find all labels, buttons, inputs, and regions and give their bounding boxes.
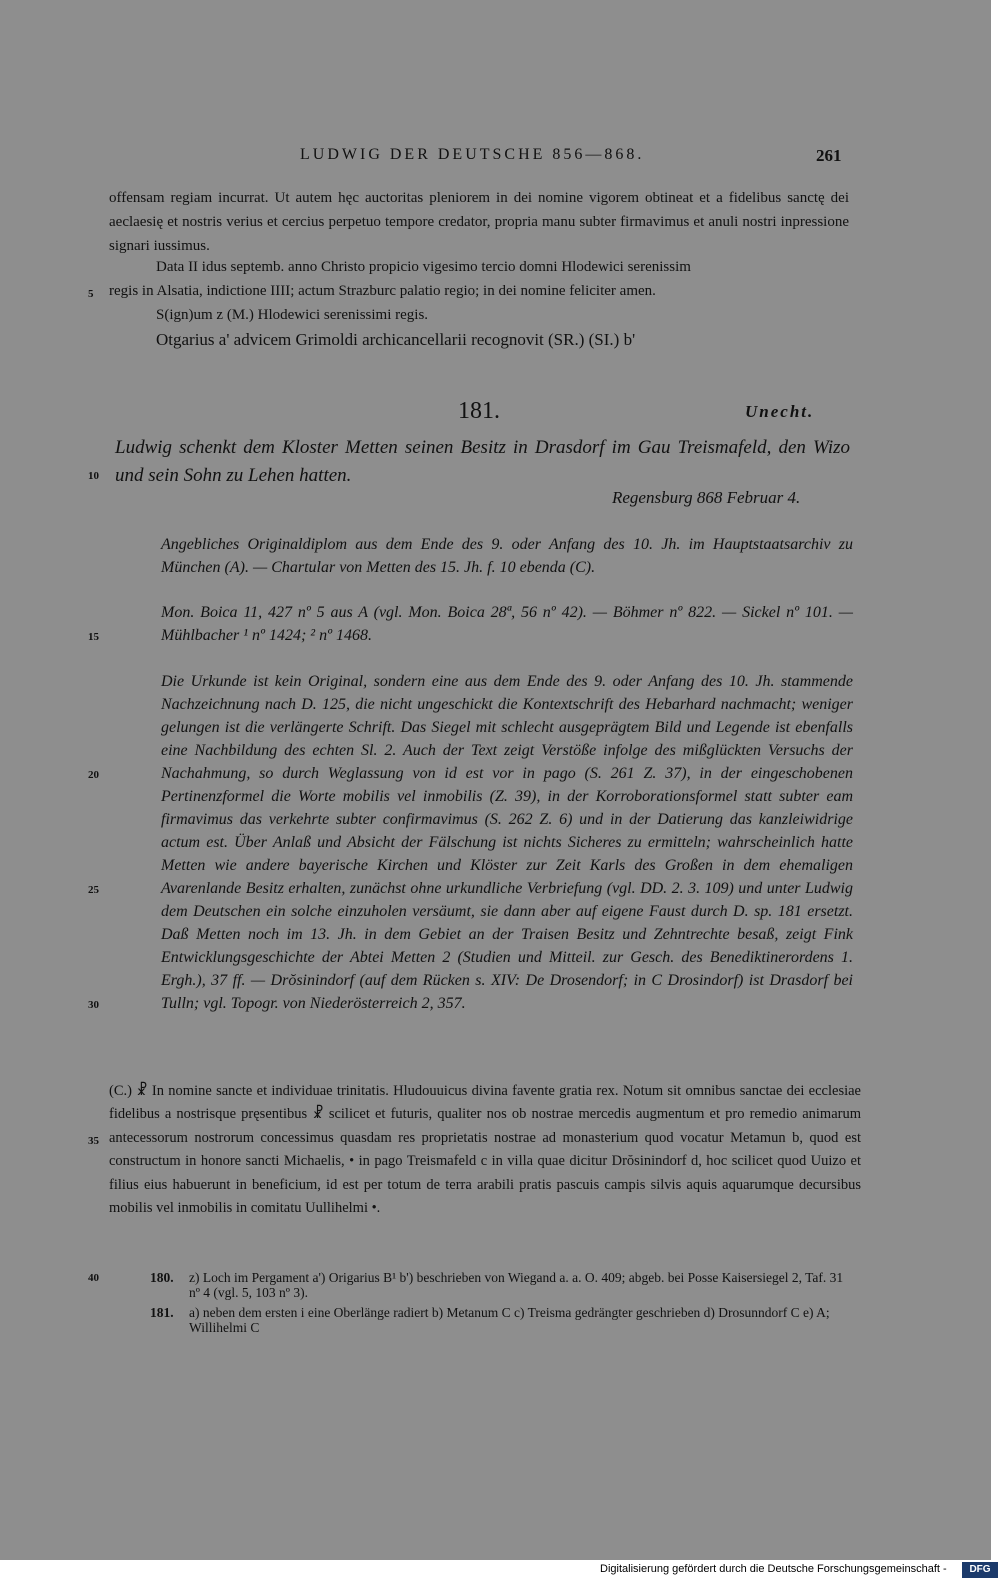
footnote-label-180: 180. (150, 1270, 174, 1285)
line-number: 15 (88, 631, 99, 643)
commentary: Die Urkunde ist kein Original, sondern eine aus dem Ende des 9. oder Anfang des 10. Jh. stammende Nachzeichnung nach D. 125, die nicht ungeschickt die Kontextschrift des Hebarhard nachmacht; weniger gelungen ist die verlängerte Schrift. Das Siegel mit schlecht ausgeprägtem Bild und Legende ist ebenfalls eine Nachbildung des echten Sl. 2. Auch der Text zeigt Verstöße infolge des mißglückten Versuchs der Nachahmung, so durch Weglassung von id est vor in pago (S. 261 Z. 37), in der eingeschobenen Pertinenzformel die Worte mobilis vel inmobilis (Z. 39), in der Korroborationsformel statt subter eam firmavimus das verkehrte subter confirmavimus (S. 262 Z. 6) und in der Datierung das kanzleiwidrige actum est. Über Anlaß und Absicht der Fälschung ist nichts Sicheres zu ermitteln; wahrscheinlich hatte Metten wie andere bayerische Kirchen und Klöster zur Zeit Karls des Großen in dem ehemaligen Avarenlande Besitz erhalten, zunächst ohne urkundliche Verbriefung (vgl. DD. 2. 3. 109) und unter Ludwig dem Deutschen ein solche einzuholen versäumt, sie dann aber auf eigene Faust durch D. sp. 181 ersetzt. Daß Metten noch im 13. Jh. in dem Gebiet an der Traisen Besitz und Zehntrechte besaß, zeigt Fink Entwicklungsgeschichte der Abtei Metten 2 (Studien und Mitteil. zur Gesch. des Benediktinerordens 1. Ergh.), 37 ff. — Drŏsinindorf (auf dem Rücken s. XIV: De Drosendorf; in C Drosindorf) ist Drasdorf bei Tulln; vgl. Topogr. von Niederösterreich 2, 357. (161, 673, 853, 1012)
line-number: 40 (88, 1272, 99, 1284)
regest-heading: Ludwig schenkt dem Kloster Metten seinen Besitz in Drasdorf im Gau Treismafeld, den Wizo und sein Sohn zu Lehen hatten. (115, 437, 850, 486)
footnote-181: a) neben dem ersten i eine Oberlänge radiert b) Metanum C c) Treisma gedrängter geschrieben d) Drosunndorf C e) A; Willihelmi C (189, 1305, 830, 1335)
prev-doc-paragraph: offensam regiam incurrat. Ut autem hęc auctoritas pleniorem in dei nomine vigorem obtineat et a fidelibus sanctę dei aeclaesię et nostris verius et cercius perpetuo tempore credator, propria manu subter firmavimus et anuli nostri inpressione signari iussimus. (109, 190, 849, 254)
transmission-note: Angebliches Originaldiplom aus dem Ende des 9. oder Anfang des 10. Jh. im Hauptstaatsarchiv zu München (A). — Chartular von Metten des 15. Jh. f. 10 ebenda (C). (161, 536, 853, 576)
running-title: LUDWIG DER DEUTSCHE 856—868. (300, 146, 645, 163)
authenticity-label: Unecht. (745, 402, 815, 421)
line-number: 5 (88, 288, 94, 300)
digitization-credit: Digitalisierung gefördert durch die Deutsche Forschungsgemeinschaft - (600, 1563, 947, 1575)
line-number: 20 (88, 769, 99, 781)
footnote-label-181: 181. (150, 1305, 174, 1320)
document-number: 181. (458, 398, 500, 424)
line-number: 30 (88, 999, 99, 1011)
line-number: 10 (88, 470, 99, 482)
place-date: Regensburg 868 Februar 4. (612, 488, 801, 507)
dating-line-1: Data II idus septemb. anno Christo propicio vigesimo tercio domni Hlodewici serenissim (156, 259, 691, 275)
line-number: 35 (88, 1135, 99, 1147)
signum-line: S(ign)um z (M.) Hlodewici serenissimi regis. (156, 307, 429, 323)
page-number: 261 (816, 146, 842, 165)
recognition-line: Otgarius a' advicem Grimoldi archicancellarii recognovit (SR.) (SI.) b' (156, 330, 636, 349)
charter-text: (C.) ☧ In nomine sancte et individuae trinitatis. Hludouuicus divina favente gratia rex. Notum sit omnibus sanctae dei ecclesiae fidelibus a nostrisque pręsentibus ☧ scilicet et futuris, qualiter nos ob nostrae mercedis augmentum et pro remedio animarum antecessorum nostrorum concessimus quasdam res proprietatis nostrae ad monasterium quod vocatur Metamun b, quod est constructum in honore sancti Michaelis, • in pago Treismafeld c in villa quae dicitur Drŏsinindorf d, hoc scilicet quod Uuizo et filius eius habuerunt in beneficium, id est per totum de terra arabili pratis pascuis campis silvis aquis aquarumque decursibus mobilis vel inmobilis in comitatu Uullihelmi •. (109, 1083, 861, 1217)
footnote-180: z) Loch im Pergament a') Origarius B¹ b') beschrieben von Wiegand a. a. O. 409; abgeb. bei Posse Kaisersiegel 2, Taf. 31 nº 4 (vgl. 5, 103 nº 3). (189, 1270, 844, 1300)
dfg-logo: DFG (962, 1562, 998, 1578)
line-number: 25 (88, 884, 99, 896)
editions-note: Mon. Boica 11, 427 nº 5 aus A (vgl. Mon. Boica 28ª, 56 nº 42). — Böhmer nº 822. — Sickel nº 101. — Mühlbacher ¹ nº 1424; ² nº 1468. (161, 604, 853, 644)
dating-line-2: regis in Alsatia, indictione IIII; actum Strazburc palatio regio; in dei nomine feliciter amen. (109, 283, 656, 299)
